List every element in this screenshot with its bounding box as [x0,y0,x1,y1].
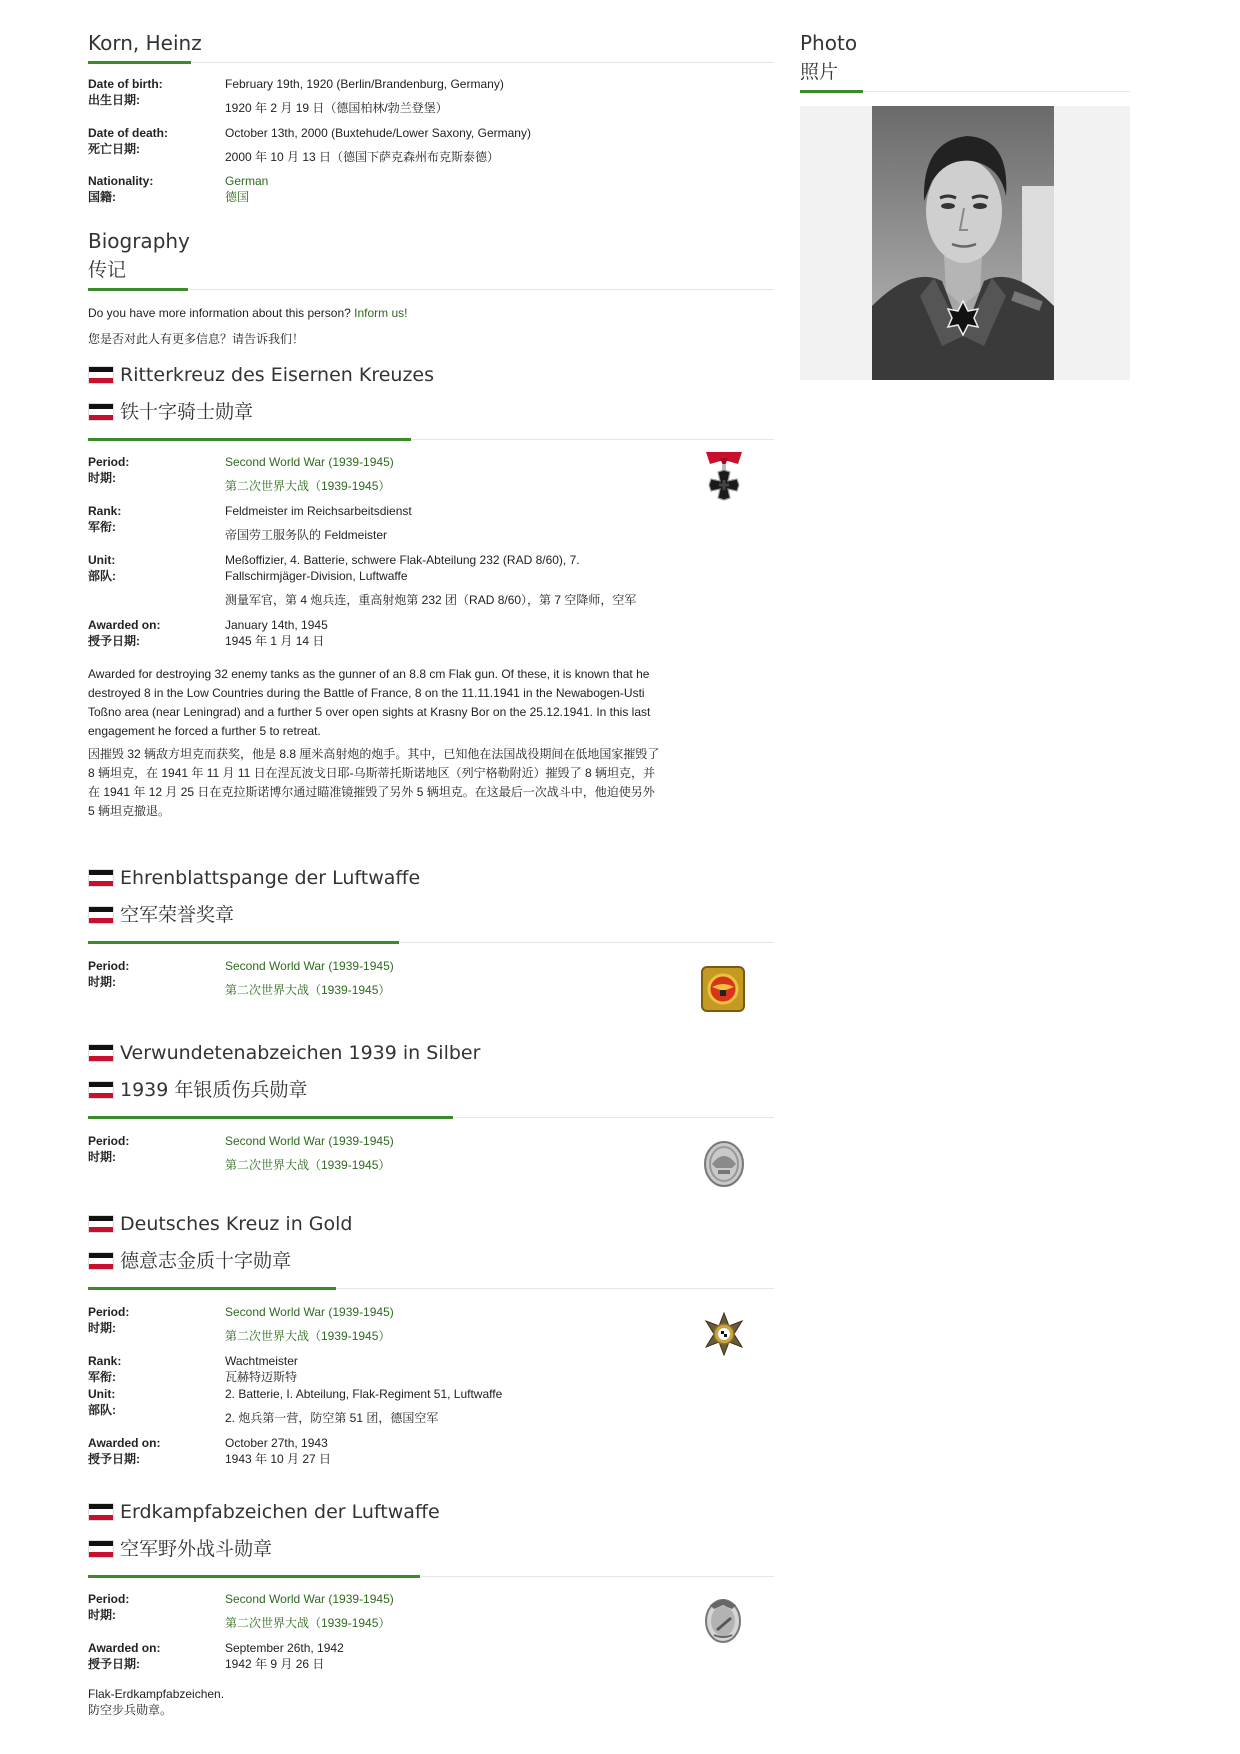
unit-value-de: 2. Batterie, I. Abteilung, Flak-Regiment 51, Luftwaffe [225,1387,503,1401]
awarded-label-zh: 授予日期: [88,634,140,648]
period-value-zh: 第二次世界大战（1939-1945） [225,983,391,997]
description-line: Toßno area (near Leningrad) and a further 5 over open sights at Krasny Bor on the 25.12.1941. In this last [88,705,651,719]
german-flag-icon [88,906,114,924]
award-divider [88,1288,774,1289]
award-note-zh: 防空步兵勋章。 [88,1703,173,1717]
description-line: 8 辆坦克，在 1941 年 11 月 11 日在涅瓦波戈日耶-乌斯蒂托斯诺地区（列宁格勒附近）摧毁了 8 辆坦克，并 [88,766,655,780]
award-title-de [88,1211,352,1237]
period-label-zh: 时期: [88,471,116,485]
rank-label-zh: 军衔: [88,1370,116,1384]
more-info-text: Do you have more information about this person? [88,306,355,320]
description-line: 因摧毁 32 辆敌方坦克而获奖，他是 8.8 厘米高射炮的炮手。其中，已知他在法国战役期间在低地国家摧毁了 [88,747,660,761]
death-value-zh: 2000 年 10 月 13 日（德国下萨克森州布克斯泰德） [225,150,500,164]
period-value-zh: 第二次世界大战（1939-1945） [225,479,391,493]
name-divider [88,62,774,63]
award-title-zh [88,1248,291,1274]
period-value-zh: 第二次世界大战（1939-1945） [225,1616,391,1630]
photo-title-zh: 照片 [800,61,839,83]
award-title-zh [88,399,253,425]
death-value-en: October 13th, 2000 (Buxtehude/Lower Saxony, Germany) [225,126,531,140]
rank-value-de: Wachtmeister [225,1354,298,1368]
awarded-label-en: Awarded on: [88,618,161,632]
period-label-en: Period: [88,959,130,973]
award-title-zh [88,902,234,928]
german-flag-icon [88,403,114,421]
german-flag-icon [88,1081,114,1099]
nationality-value-zh: 德国 [225,190,250,204]
description-line: 5 辆坦克撤退。 [88,804,171,818]
award-title-zh-text: 铁十字骑士勋章 [120,401,254,423]
awarded-label-en: Awarded on: [88,1641,161,1655]
unit-label-zh: 部队: [88,569,116,583]
photo-divider [800,91,1130,92]
death-label-en: Date of death: [88,126,169,140]
biography-title-zh: 传记 [88,259,127,281]
awarded-label-en: Awarded on: [88,1436,161,1450]
award-title-zh-text: 1939 年银质伤兵勋章 [120,1079,308,1101]
photo-frame [800,106,1130,380]
award-title-de [88,1040,480,1066]
knights-cross-icon [700,450,748,510]
nationality-value-en: German [225,174,269,188]
period-value-zh: 第二次世界大战（1939-1945） [225,1158,391,1172]
award-title-de-text: Ehrenblattspange der Luftwaffe [120,867,421,889]
award-title-zh-text: 空军野外战斗勋章 [120,1538,273,1560]
period-value-en: Second World War (1939-1945) [225,455,394,469]
biography-title-en: Biography [88,229,190,253]
awarded-value-en: September 26th, 1942 [225,1641,344,1655]
award-divider [88,1576,774,1577]
period-label-zh: 时期: [88,1150,116,1164]
unit-label-en: Unit: [88,1387,116,1401]
unit-value-zh: 测量军官，第 4 炮兵连，重高射炮第 232 团（RAD 8/60），第 7 空降师，空军 [225,593,637,607]
period-value-en: Second World War (1939-1945) [225,959,394,973]
awarded-label-zh: 授予日期: [88,1657,140,1671]
birth-value-en: February 19th, 1920 (Berlin/Brandenburg, Germany) [225,77,504,91]
period-value-en: Second World War (1939-1945) [225,1134,394,1148]
german-cross-icon [702,1312,746,1356]
award-title-zh [88,1077,307,1103]
description-line: 在 1941 年 12 月 25 日在克拉斯诺博尔通过瞄准镜摧毁了另外 5 辆坦克。在这最后一次战斗中，他迫使另外 [88,785,655,799]
award-title-zh [88,1536,272,1562]
rank-value-de: Feldmeister im Reichsarbeitsdienst [225,504,412,518]
award-divider [88,1117,774,1118]
birth-value-zh: 1920 年 2 月 19 日（德国柏林/勃兰登堡） [225,101,448,115]
award-title-de [88,1499,440,1525]
period-label-zh: 时期: [88,1321,116,1335]
person-name: Korn, Heinz [88,31,202,55]
unit-label-en: Unit: [88,553,116,567]
period-label-en: Period: [88,1592,130,1606]
german-flag-icon [88,1044,114,1062]
award-title-de [88,865,420,891]
period-value-en: Second World War (1939-1945) [225,1592,394,1606]
description-line: engagement he forced a further 5 to retreat. [88,724,321,738]
awarded-value-en: October 27th, 1943 [225,1436,328,1450]
awarded-value-zh: 1943 年 10 月 27 日 [225,1452,332,1466]
period-label-zh: 时期: [88,1608,116,1622]
wound-badge-icon [702,1140,746,1188]
award-description-zh [88,745,668,821]
rank-label-en: Rank: [88,504,122,518]
description-line: Awarded for destroying 32 enemy tanks as the gunner of an 8.8 cm Flak gun. Of these, it is known that he [88,667,650,681]
inform-us-link[interactable]: Inform us! [354,306,408,320]
award-description-en [88,665,668,741]
death-label-zh: 死亡日期: [88,142,140,156]
period-value-en: Second World War (1939-1945) [225,1305,394,1319]
birth-label-en: Date of birth: [88,77,163,91]
period-label-zh: 时期: [88,975,116,989]
period-label-en: Period: [88,455,130,469]
award-note-en: Flak-Erdkampfabzeichen. [88,1687,225,1701]
nationality-label-en: Nationality: [88,174,154,188]
unit-value-zh: 2. 炮兵第一营，防空第 51 团，德国空军 [225,1411,439,1425]
german-flag-icon [88,1252,114,1270]
rank-label-zh: 军衔: [88,520,116,534]
photo-title-en: Photo [800,31,858,55]
ground-combat-badge-icon [702,1595,744,1645]
description-line: destroyed 8 in the Low Countries during the Battle of France, 8 on the 11.11.1941 in the Newabogen-Usti [88,686,645,700]
award-title-de-text: Erdkampfabzeichen der Luftwaffe [120,1501,440,1523]
rank-value-zh: 帝国劳工服务队的 Feldmeister [225,528,388,542]
biography-divider [88,289,774,290]
nationality-label-zh: 国籍: [88,190,116,204]
awarded-value-zh: 1942 年 9 月 26 日 [225,1657,325,1671]
awarded-value-zh: 1945 年 1 月 14 日 [225,634,325,648]
honor-clasp-icon [700,965,746,1013]
award-title-zh-text: 空军荣誉奖章 [120,904,235,926]
period-value-zh: 第二次世界大战（1939-1945） [225,1329,391,1343]
unit-value-line1: Meßoffizier, 4. Batterie, schwere Flak-Abteilung 232 (RAD 8/60), 7. [225,553,580,567]
more-info-prompt-zh: 您是否对此人有更多信息？请告诉我们！ [88,332,305,346]
award-divider [88,439,774,440]
birth-label-zh: 出生日期: [88,93,140,107]
unit-value-line2: Fallschirmjäger-Division, Luftwaffe [225,569,408,583]
award-title-de-text: Ritterkreuz des Eisernen Kreuzes [120,364,435,386]
award-title-de-text: Deutsches Kreuz in Gold [120,1213,353,1235]
german-flag-icon [88,1503,114,1521]
award-divider [88,942,774,943]
rank-value-zh: 瓦赫特迈斯特 [225,1370,298,1384]
german-flag-icon [88,869,114,887]
period-label-en: Period: [88,1305,130,1319]
award-title-de-text: Verwundetenabzeichen 1939 in Silber [120,1042,481,1064]
unit-label-zh: 部队: [88,1403,116,1417]
period-label-en: Period: [88,1134,130,1148]
german-flag-icon [88,366,114,384]
award-title-de [88,362,434,388]
more-info-prompt [88,305,408,321]
portrait-photo-icon[interactable] [872,106,1054,380]
rank-label-en: Rank: [88,1354,122,1368]
awarded-value-en: January 14th, 1945 [225,618,328,632]
awarded-label-zh: 授予日期: [88,1452,140,1466]
german-flag-icon [88,1215,114,1233]
award-title-zh-text: 德意志金质十字勋章 [120,1250,292,1272]
german-flag-icon [88,1540,114,1558]
